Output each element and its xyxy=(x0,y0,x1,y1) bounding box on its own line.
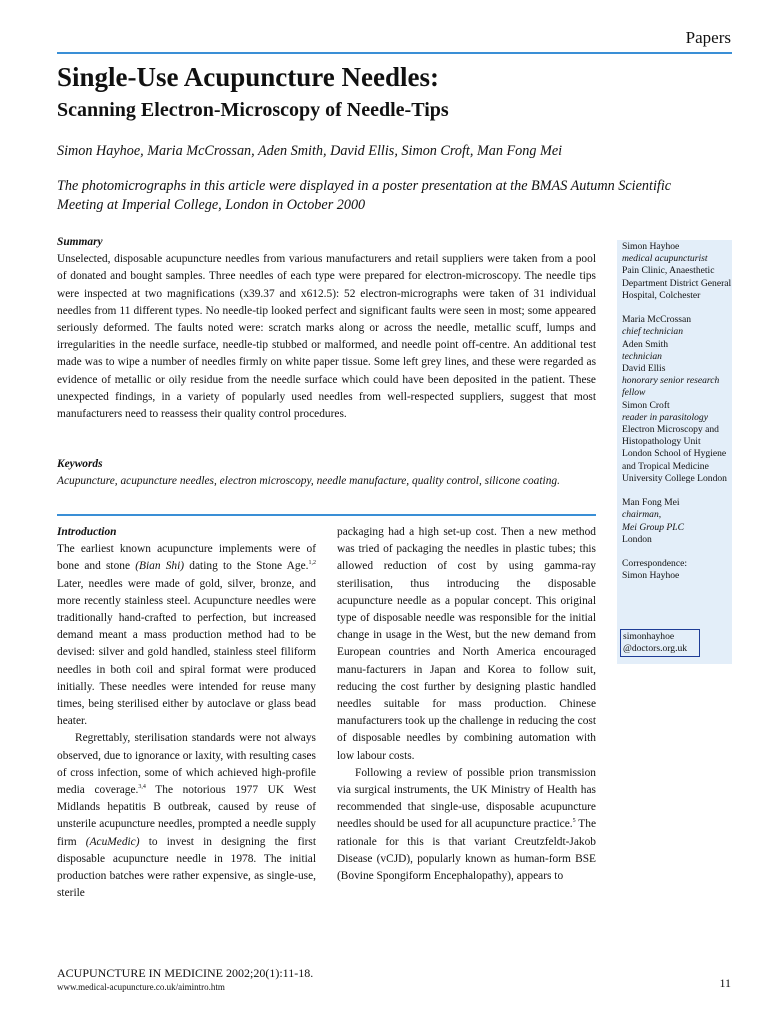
introduction-heading: Introduction xyxy=(57,526,117,538)
author-affiliations xyxy=(622,241,732,595)
summary-text: Unselected, disposable acupuncture needles from various manufacturers and retail suppliers were taken from a pool of donated and bought samples. Three needles of each type were prepared for electron-microscopy. The needle tips were inspected at two magnifications (x39.37 and x612.5): 52 electron-micrographs were taken of 31 individual needles from 11 different types. No needle-tip looked perfect and significant faults were seen in most; some appeared seriously deformed. The faults noted were: scratch marks along or across the needle, metallic scuff, lumps and irregularities in the needle surface, needle-tip stubbed or malformed, and needle point off-centre. An additional test made was to wipe a number of needles firmly on white paper tissue. Some left grey lines, and these were regarded as evidence of metallic or oily residue from the needle surface which could have been deposited in the patient. These unexpected findings, in a variety of popularly used needles from well-respected suppliers, suggest that most manufacturers need to reassess their quality control procedures. xyxy=(57,253,596,421)
article-subtitle: Scanning Electron-Microscopy of Needle-Tips xyxy=(57,99,449,121)
affiliation-lshtm: Maria McCrossan chief technician Aden Smith technician David Ellis honorary senior research fellow Simon Croft reader in parasitology Electron Microscopy and Histopathology Unit London School of Hygiene and Tropical Medicine University College London xyxy=(622,314,727,484)
summary-section xyxy=(57,234,596,423)
affiliation-mei: Man Fong Mei chairman, Mei Group PLC London xyxy=(622,497,685,545)
top-divider xyxy=(57,52,732,54)
citation-ref: 1,2 xyxy=(308,560,316,567)
correspondence: Correspondence: Simon Hayhoe xyxy=(622,558,688,582)
keywords-section xyxy=(57,456,596,490)
summary-heading: Summary xyxy=(57,236,103,248)
keywords-heading: Keywords xyxy=(57,458,103,470)
citation-ref: 3,4 xyxy=(138,784,146,791)
author-list: Simon Hayhoe, Maria McCrossan, Aden Smith, David Ellis, Simon Croft, Man Fong Mei xyxy=(57,143,563,159)
section-label: Papers xyxy=(685,28,731,47)
journal-url[interactable]: www.medical-acupuncture.co.uk/aimintro.htm xyxy=(57,982,225,992)
presentation-note: The photomicrographs in this article were displayed in a poster presentation at the BMAS Autumn Scientific Meeting at Imperial College, London in October 2000 xyxy=(57,178,672,213)
intro-paragraph-2: Regrettably, sterilisation standards were not always observed, due to ignorance or laxity, with resulting cases of cross infection, some of which achieved high-profile media coverage.$^{3,4}$ The notorious 1977 UK West Midlands hepatitis B outbreak, caused by reuse of unsterile acupuncture needles, prompted a needle supply firm (AcuMedic) to invest in designing the first disposable acupuncture needle in 1978. The initial production batches were rather expensive, as single-use, sterile xyxy=(57,732,316,900)
intro-paragraph-3: packaging had a high set-up cost. Then a new method was tried of packaging the needles in plastic tubes; this allowed reduction of cost by using gamma-ray sterilisation, thus introducing the disposable acupuncture needle as a popular concept. This original type of disposable needle was responsible for the initial change in usage in the West, but the new demand from European countries and North America encouraged manu-facturers in Japan and Korea to follow suit, reducing the cost further by designing plastic handled needles suitable for mass production. Chinese manufacturers took up the challenge in reducing the cost of disposable needles by combining automation with low labour costs. xyxy=(337,526,596,762)
body-column-right xyxy=(337,524,596,885)
affiliation-hayhoe: Simon Hayhoe medical acupuncturist Pain Clinic, Anaesthetic Department District General Hospital, Colchester xyxy=(622,241,732,301)
citation-ref: 5 xyxy=(572,818,576,825)
intro-paragraph-1: The earliest known acupuncture implements were of bone and stone (Bian Shi) dating to the Stone Age.$^{1,2}$ Later, needles were made of gold, silver, bronze, and more recently stainless steel. Acupuncture needles were traditionally hand-crafted to perfection, but increased demand meant a mass production method had to be devised: silver and gold handled, stainless steel filiform needles in both coil and spiral format were produced initially. These needles were intended for reuse many times, being sterilised either by autoclave or glass bead heater. xyxy=(57,543,316,728)
journal-citation: ACUPUNCTURE IN MEDICINE 2002;20(1):11-18. xyxy=(57,966,314,980)
article-title: Single-Use Acupuncture Needles: xyxy=(57,62,439,92)
section-divider xyxy=(57,514,596,516)
body-column-left xyxy=(57,524,316,902)
intro-paragraph-4: Following a review of possible prion transmission via surgical instruments, the UK Ministry of Health has recommended that single-use, disposable acupuncture needles should be used for all acupuncture practice.$^5$ The rationale for this is that variant Creutzfeldt-Jakob Disease (vCJD), popularly known as human-form BSE (Bovine Spongiform Encephalopathy), appears to xyxy=(337,766,597,883)
email-link[interactable]: simonhayhoe @doctors.org.uk xyxy=(620,629,700,657)
keywords-text: Acupuncture, acupuncture needles, electron microscopy, needle manufacture, quality control, silicone coating. xyxy=(57,475,560,488)
page-number: 11 xyxy=(719,976,731,990)
